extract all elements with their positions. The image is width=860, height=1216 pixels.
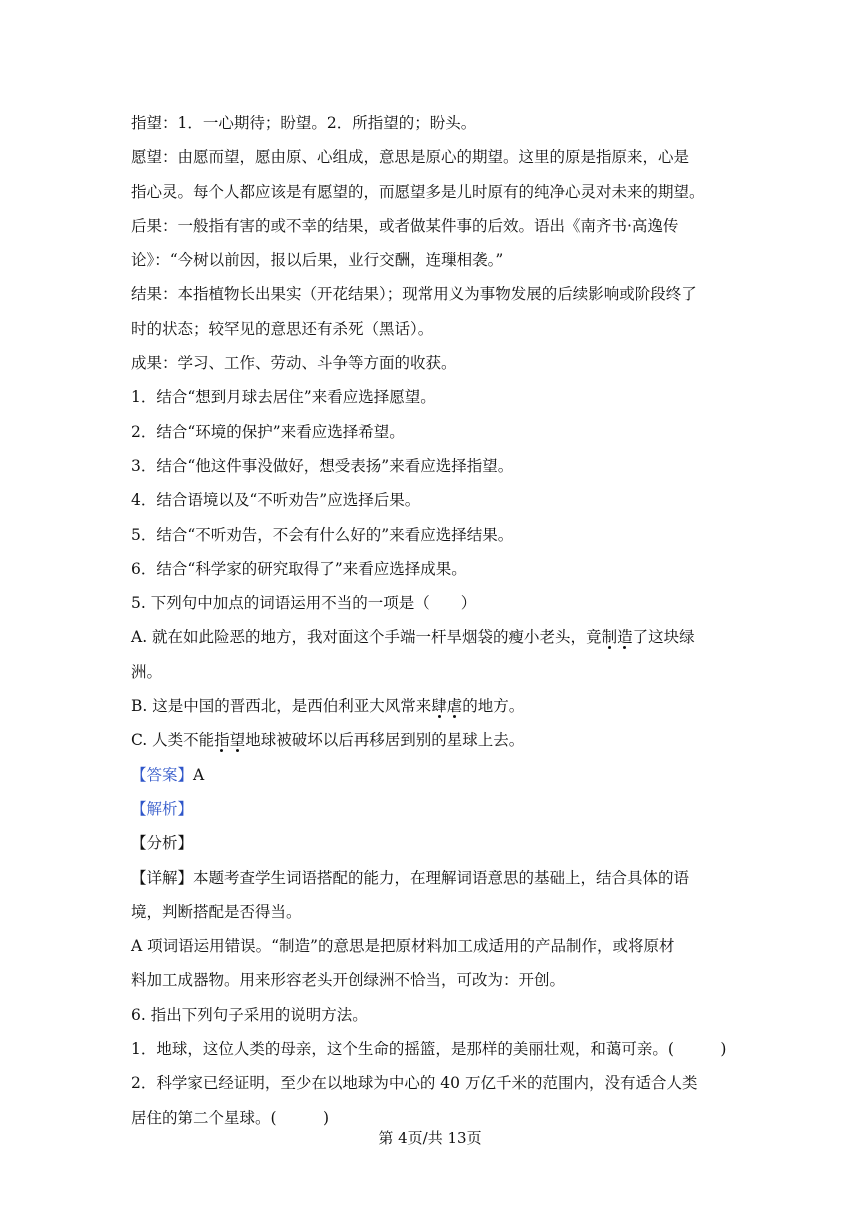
question-6-sentence-1: 1．地球，这位人类的母亲，这个生命的摇篮，是那样的美丽壮观，和蔼可亲。( ) bbox=[131, 1040, 727, 1059]
emphasis-char: 虐 bbox=[446, 697, 463, 716]
answer-item-3: 3．结合“他这件事没做好，想受表扬”来看应选择指望。 bbox=[131, 456, 514, 475]
fenxi-label: 【分析】 bbox=[131, 834, 194, 853]
page-content bbox=[131, 106, 731, 1135]
def-houguo-line-1: 后果：一般指有害的或不幸的结果，或者做某件事的后效。语出《南齐书·高逸传 bbox=[131, 216, 679, 235]
question-5-stem: 5. 下列句中加点的词语运用不当的一项是（ ） bbox=[131, 594, 477, 613]
answer-item-2: 2．结合“环境的保护”来看应选择希望。 bbox=[131, 422, 405, 441]
answer-item-5: 5．结合“不听劝告，不会有什么好的”来看应选择结果。 bbox=[131, 525, 514, 544]
emphasis-char: 指 bbox=[214, 731, 230, 750]
option-a-text-post: 了这块绿 bbox=[632, 628, 695, 647]
def-yuanwang-line-2: 指心灵。每个人都应该是有愿望的，而愿望多是儿时原有的纯净心灵对未来的期望。 bbox=[131, 182, 705, 201]
question-6-sentence-2-line-1: 2．科学家已经证明，至少在以地球为中心的 40 万亿千米的范围内，没有适合人类 bbox=[131, 1074, 698, 1093]
question-5-option-a-cont: 洲。 bbox=[131, 662, 163, 681]
option-c-text-pre: C. 人类不能 bbox=[131, 731, 215, 750]
answer-row bbox=[131, 758, 731, 792]
explain-line-1: A 项词语运用错误。“制造”的意思是把原材料加工成适用的产品制作，或将原材 bbox=[131, 937, 675, 956]
def-jieguo-line-1: 结果：本指植物长出果实（开花结果）；现常用义为事物发展的后续影响或阶段终了 bbox=[131, 285, 697, 304]
question-6-stem: 6. 指出下列句子采用的说明方法。 bbox=[131, 1005, 368, 1024]
detail-text: 本题考查学生词语搭配的能力，在理解词语意思的基础上，结合具体的语 bbox=[193, 868, 690, 887]
answer-label: 【答案】 bbox=[131, 765, 194, 784]
answer-item-1: 1．结合“想到月球去居住”来看应选择愿望。 bbox=[131, 388, 436, 407]
emphasis-char: 制 bbox=[601, 628, 618, 647]
emphasis-char: 肆 bbox=[431, 697, 447, 716]
detail-line-1 bbox=[131, 861, 731, 895]
detail-line-2: 境，判断搭配是否得当。 bbox=[131, 902, 302, 921]
option-b-text-pre: B. 这是中国的晋西北，是西伯利亚大风常来 bbox=[131, 697, 432, 716]
emphasis-char: 造 bbox=[617, 628, 633, 647]
question-5-option-c bbox=[131, 723, 731, 757]
def-chengguo: 成果：学习、工作、劳动、斗争等方面的收获。 bbox=[131, 354, 457, 373]
emphasis-char: 望 bbox=[229, 731, 246, 750]
question-5-option-b bbox=[131, 689, 731, 723]
analysis-label: 【解析】 bbox=[131, 799, 194, 818]
answer-item-6: 6．结合“科学家的研究取得了”来看应选择成果。 bbox=[131, 559, 467, 578]
explain-line-2: 料加工成器物。用来形容老头开创绿洲不恰当，可改为：开创。 bbox=[131, 971, 566, 990]
page-number: 第 4页/共 13页 bbox=[378, 1129, 482, 1147]
answer-value: A bbox=[193, 765, 205, 784]
option-c-text-post: 地球被破坏以后再移居到别的星球上去。 bbox=[245, 731, 525, 750]
def-houguo-line-2: 论》：“今树以前因，报以后果，业行交酬，连璅相袭。” bbox=[131, 251, 504, 270]
question-6-sentence-2-line-2: 居住的第二个星球。( ) bbox=[131, 1108, 330, 1127]
answer-item-4: 4．结合语境以及“不听劝告”应选择后果。 bbox=[131, 491, 421, 510]
question-5-option-a bbox=[131, 620, 731, 654]
def-jieguo-line-2: 时的状态；较罕见的意思还有杀死（黑话）。 bbox=[131, 319, 434, 338]
def-yuanwang-line-1: 愿望：由愿而望，愿由原、心组成，意思是原心的期望。这里的原是指原来，心是 bbox=[131, 148, 690, 167]
option-a-text-pre: A. 就在如此险恶的地方，我对面这个手端一杆旱烟袋的瘦小老头，竟 bbox=[131, 628, 602, 647]
def-zhiwang: 指望：1．一心期待；盼望。2．所指望的；盼头。 bbox=[131, 114, 477, 132]
option-b-text-post: 的地方。 bbox=[462, 697, 525, 716]
detail-label: 【详解】 bbox=[131, 868, 194, 887]
